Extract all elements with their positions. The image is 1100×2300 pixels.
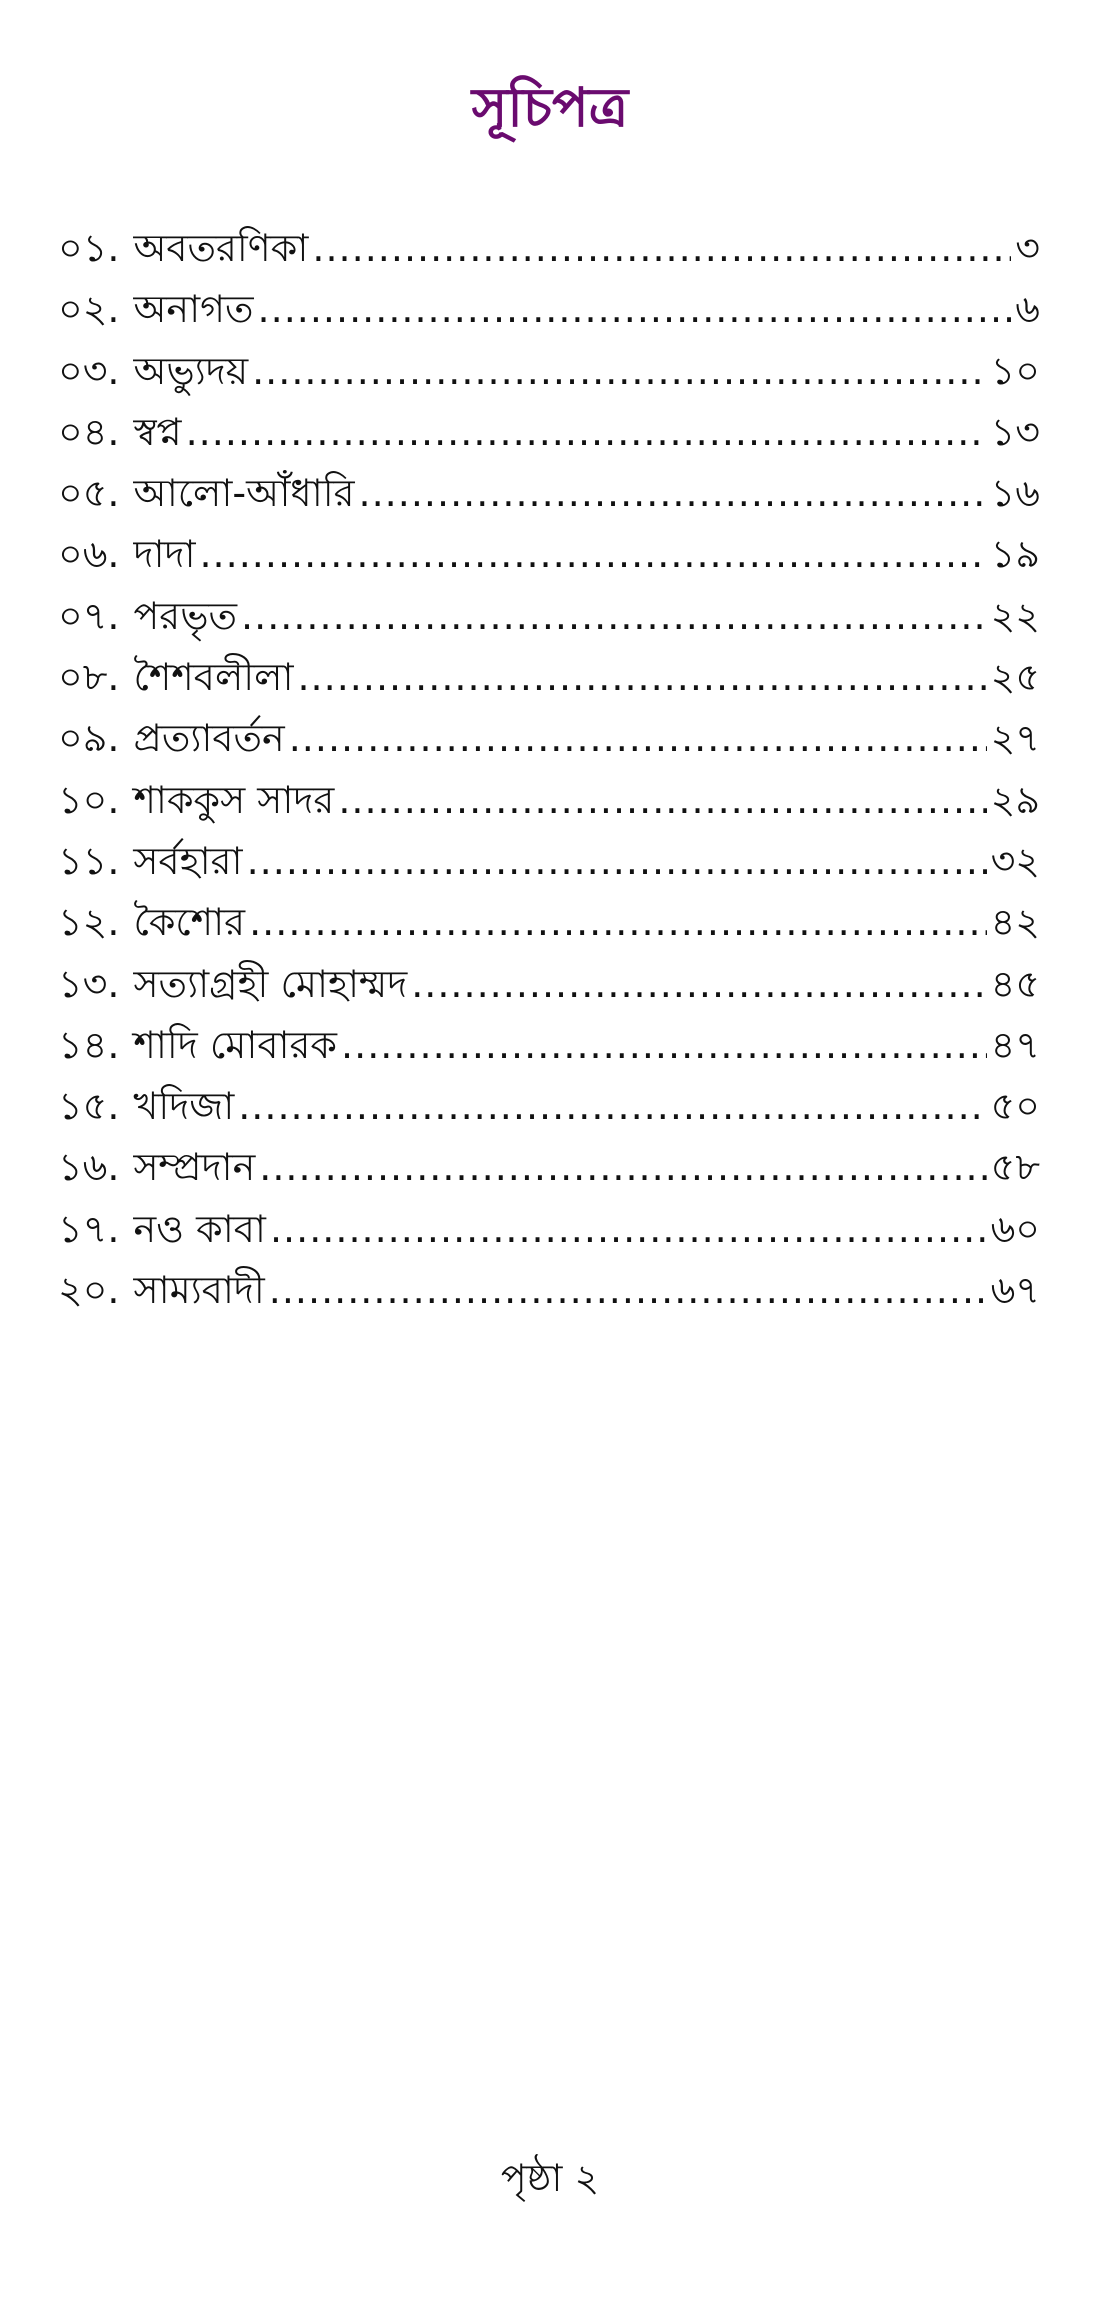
toc-entry-page: ৪২ — [990, 900, 1040, 945]
toc-entry-number: ০৬. — [58, 532, 120, 577]
toc-entry-number: ১১. — [58, 838, 120, 883]
toc-entry-number: ১২. — [58, 900, 120, 945]
toc-entry-title: কৈশোর — [133, 900, 246, 945]
toc-entry-page: ১০ — [990, 348, 1040, 393]
dot-leader — [199, 524, 986, 585]
toc-entry-title: নও কাবা — [133, 1206, 266, 1251]
toc-entry-number: ০১. — [58, 226, 120, 270]
toc-entry-number: ০৮. — [58, 655, 120, 700]
dot-leader — [238, 1076, 986, 1137]
toc-entry-number: ০৪. — [58, 409, 120, 454]
toc-entry[interactable] — [58, 1015, 1040, 1076]
toc-entry[interactable] — [58, 770, 1040, 831]
toc-entry[interactable] — [58, 586, 1040, 647]
dot-leader — [249, 892, 987, 953]
dot-leader — [270, 1199, 987, 1260]
toc-entry[interactable] — [58, 954, 1040, 1015]
toc-entry-title: খদিজা — [133, 1084, 235, 1129]
toc-entry-title: অবতরণিকা — [133, 226, 309, 270]
toc-entry-number: ১৪. — [58, 1022, 120, 1067]
toc-entry[interactable] — [58, 831, 1040, 892]
toc-entry-page: ৫৮ — [990, 1145, 1040, 1190]
toc-entry-title: সাম্যবাদী — [133, 1268, 265, 1313]
toc-entry-title: স্বপ্ন — [133, 409, 182, 454]
toc-entry-title: সম্প্রদান — [133, 1145, 256, 1190]
toc-entry-page: ৬৭ — [990, 1268, 1040, 1313]
toc-entry[interactable] — [58, 279, 1040, 340]
toc-entry-page: ৪৫ — [990, 961, 1040, 1006]
toc-entry[interactable] — [58, 1137, 1040, 1198]
dot-leader — [297, 647, 986, 708]
toc-entry-title: শাদি মোবারক — [133, 1022, 338, 1067]
toc-entry[interactable] — [58, 647, 1040, 708]
toc-entry-page: ১৯ — [990, 532, 1040, 577]
toc-entry-title: শৈশবলীলা — [133, 655, 294, 700]
dot-leader — [252, 341, 987, 402]
toc-entry[interactable] — [58, 1199, 1040, 1260]
toc-entry-number: ১৭. — [58, 1206, 120, 1251]
toc-entry-number: ১৩. — [58, 961, 120, 1006]
dot-leader — [411, 954, 986, 1015]
toc-entry-number: ১৬. — [58, 1145, 120, 1190]
toc-entry[interactable] — [58, 708, 1040, 769]
toc-entry-page: ৬ — [1015, 287, 1040, 332]
toc-entry-title: আলো-আঁধারি — [133, 471, 355, 516]
dot-leader — [186, 402, 987, 463]
toc-entry-number: ১০. — [58, 777, 120, 822]
dot-leader — [241, 586, 987, 647]
toc-entry-page: ৫০ — [990, 1084, 1040, 1129]
toc-entry-number: ১৫. — [58, 1084, 120, 1129]
toc-entry-page: ২৯ — [990, 777, 1040, 822]
toc-entry[interactable] — [58, 402, 1040, 463]
toc-entry-title: শাককুস সাদর — [133, 777, 335, 822]
dot-leader — [289, 708, 987, 769]
toc-entry-page: ১৬ — [990, 471, 1040, 516]
toc-entry-number: ০৩. — [58, 348, 120, 393]
toc-entry-page: ৬০ — [990, 1206, 1040, 1251]
toc-entry-page: ২৫ — [990, 655, 1040, 700]
toc-entry-title: সর্বহারা — [133, 838, 243, 883]
toc-entry[interactable] — [58, 1076, 1040, 1137]
toc-entry-number: ০৭. — [58, 593, 120, 638]
toc-entry-number: ২০. — [58, 1268, 120, 1313]
dot-leader — [247, 831, 987, 892]
dot-leader — [269, 1260, 987, 1321]
dot-leader — [359, 463, 987, 524]
toc-entry[interactable] — [58, 463, 1040, 524]
toc-entry-number: ০৯. — [58, 716, 120, 761]
page-number-footer: পৃষ্ঠা ২ — [500, 2156, 600, 2200]
toc-entry-title: অভ্যুদয় — [133, 348, 249, 393]
toc-entry-page: ২৭ — [990, 716, 1040, 761]
toc-entry[interactable] — [58, 1260, 1040, 1321]
toc-entry-page: ১৩ — [990, 409, 1040, 454]
dot-leader — [338, 770, 986, 831]
toc-entry-page: ৪৭ — [990, 1022, 1040, 1067]
toc-entry[interactable] — [58, 218, 1040, 279]
toc-entry-page: ৩২ — [990, 838, 1040, 883]
dot-leader — [259, 1137, 986, 1198]
toc-entry[interactable] — [58, 892, 1040, 953]
toc-entry-page: ২২ — [990, 593, 1040, 638]
toc-entry-page: ৩ — [1015, 226, 1040, 270]
page-title: সূচিপত্র — [471, 76, 629, 139]
toc-entry-number: ০৫. — [58, 471, 120, 516]
toc-entry-title: অনাগত — [133, 287, 254, 332]
toc-entry[interactable] — [58, 524, 1040, 585]
dot-leader — [258, 279, 1012, 340]
toc-entry-title: প্রত্যাবর্তন — [133, 716, 285, 761]
dot-leader — [341, 1015, 987, 1076]
toc-entry-title: সত্যাগ্রহী মোহাম্মদ — [133, 961, 408, 1006]
toc-entry[interactable] — [58, 341, 1040, 402]
table-of-contents — [58, 218, 1040, 1321]
dot-leader — [312, 218, 1011, 279]
toc-entry-title: পরভৃত — [133, 593, 238, 638]
toc-entry-number: ০২. — [58, 287, 120, 332]
toc-entry-title: দাদা — [133, 532, 196, 577]
